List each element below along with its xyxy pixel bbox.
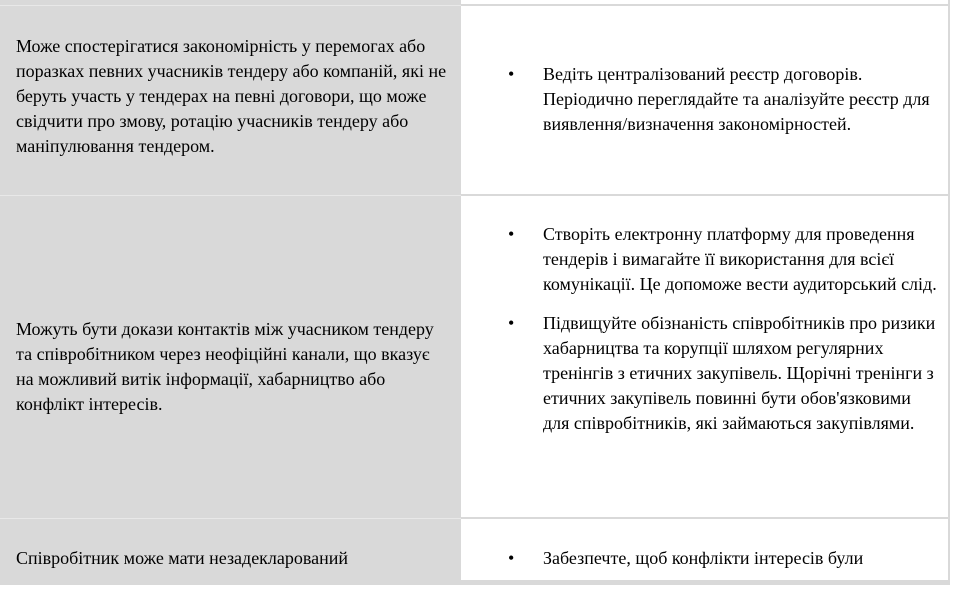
bullet-marker-icon: •	[508, 64, 515, 84]
risk-indicator-cell	[0, 6, 461, 196]
mitigation-text: Створіть електронну платформу для проведення тендерів і вимагайте її використання для всієї комунікації. Це допоможе вести аудиторський слід.	[543, 224, 937, 294]
mitigation-list	[461, 62, 948, 137]
mitigation-cell	[461, 519, 950, 580]
mitigation-text: Підвищуйте обізнаність співробітників про ризики хабарництва та корупції шляхом регулярних тренінгів з етичних закупівель. Щорічні тренінги з етичних закупівель повинні бути обов'язковими для співробітників, які займаються закупівлями.	[543, 313, 936, 433]
risk-indicator-text: Можуть бути докази контактів між учасником тендеру та співробітником через неофіційні канали, що вказує на можливий витік інформації, хабарництво або конфлікт інтересів.	[16, 319, 434, 414]
bullet-marker-icon: •	[508, 224, 515, 244]
risk-indicator-text: Може спостерігатися закономірність у перемогах або поразках певних учасників тендеру або компаній, які не беруть участь у тендерах на певні договори, що може свідчити про змову, ротацію учасників тендеру або маніпулювання тендером.	[16, 36, 447, 156]
mitigation-list-item	[508, 222, 940, 297]
mitigation-list	[461, 546, 948, 571]
bullet-marker-icon: •	[508, 313, 515, 333]
table-bottom-shading-strip	[0, 580, 950, 585]
mitigation-list-item	[508, 546, 940, 571]
bullet-marker-icon: •	[508, 548, 515, 568]
mitigation-text: Ведіть централізований реєстр договорів. Періодично переглядайте та аналізуйте реєстр для виявлення/визначення закономірностей.	[543, 64, 930, 134]
mitigation-list-item	[508, 62, 940, 137]
table-row-clipped-bottom	[0, 519, 950, 580]
mitigation-list-item	[508, 311, 940, 436]
risk-indicator-cell	[0, 196, 461, 519]
mitigation-cell	[461, 6, 950, 196]
mitigation-list	[461, 222, 948, 436]
risk-indicator-cell	[0, 519, 461, 580]
mitigation-cell	[461, 196, 950, 519]
mitigation-text: Забезпечте, щоб конфлікти інтересів були	[543, 548, 864, 568]
table-row	[0, 196, 950, 519]
risk-indicator-text: Співробітник може мати незадекларований	[16, 548, 349, 568]
table-row	[0, 6, 950, 196]
